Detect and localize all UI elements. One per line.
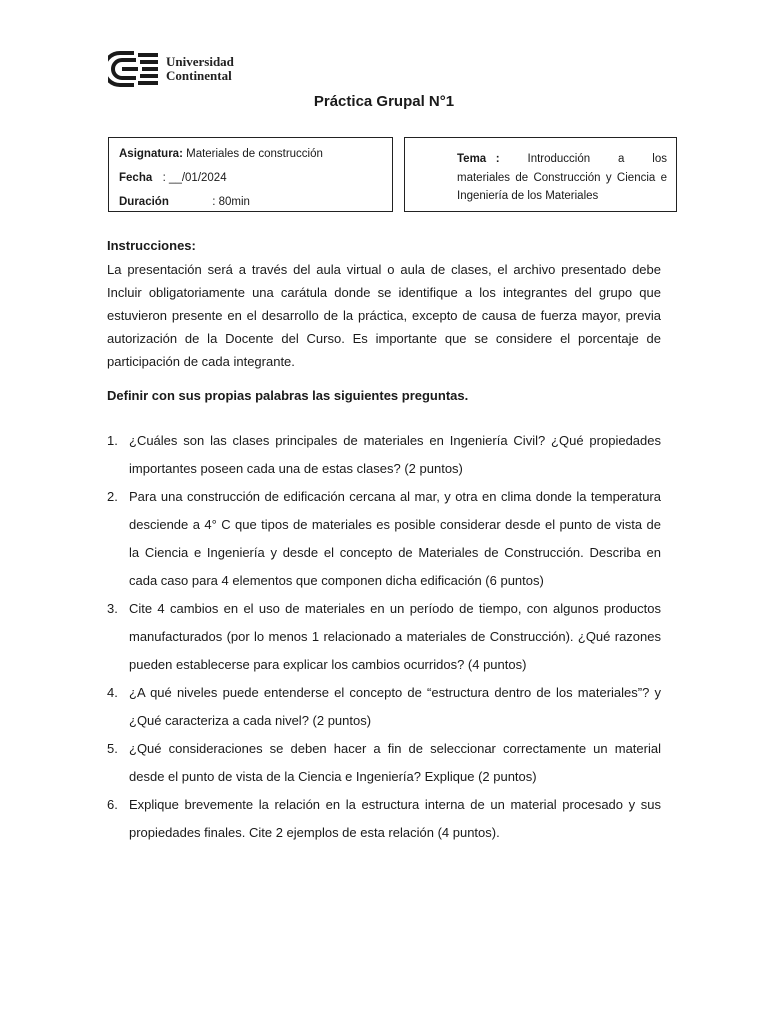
page-title: Práctica Grupal N°1 bbox=[313, 93, 455, 110]
university-logo bbox=[108, 50, 234, 88]
duracion-value: : 80min bbox=[212, 196, 250, 208]
question-item bbox=[107, 679, 661, 735]
question-item bbox=[107, 595, 661, 679]
asignatura-row bbox=[119, 146, 382, 170]
fecha-label: Fecha bbox=[119, 172, 153, 184]
continental-logo-icon bbox=[108, 50, 160, 88]
instructions-heading: Instrucciones: bbox=[107, 238, 196, 253]
question-item bbox=[107, 735, 661, 791]
question-text: Explique brevemente la relación en la estructura interna de un material procesado y sus propiedades finales. Cite 2 ejemplos de esta relación (4 puntos). bbox=[129, 797, 661, 840]
asignatura-label: Asignatura: bbox=[119, 148, 183, 160]
topic-word-1: Introducción bbox=[527, 153, 591, 165]
topic-first-line bbox=[457, 150, 667, 169]
question-text: ¿A qué niveles puede entenderse el concepto de “estructura dentro de los materiales”? y ¿Qué caracteriza a cada nivel? (2 puntos) bbox=[129, 685, 661, 728]
question-number: 4. bbox=[107, 685, 118, 700]
topic-word-2: a bbox=[618, 153, 625, 165]
course-info-box bbox=[108, 137, 393, 212]
duracion-row bbox=[119, 194, 382, 218]
logo-line-1: Universidad bbox=[166, 54, 234, 69]
question-number: 5. bbox=[107, 741, 118, 756]
duracion-label: Duración bbox=[119, 196, 169, 208]
questions-list bbox=[107, 427, 661, 847]
question-item bbox=[107, 791, 661, 847]
fecha-row bbox=[119, 170, 382, 194]
question-number: 1. bbox=[107, 433, 118, 448]
question-text: ¿Qué consideraciones se deben hacer a fin de seleccionar correctamente un material desde el punto de vista de la Ciencia e Ingeniería? Explique (2 puntos) bbox=[129, 741, 661, 784]
fecha-value: : __/01/2024 bbox=[162, 172, 227, 184]
question-text: Para una construcción de edificación cercana al mar, y otra en clima donde la temperatura desciende a 4° C que tipos de materiales es posible considerar desde el punto de vista de la Ciencia e Ingeniería y desde el concepto de Materiales de Construcción. Describa en cada caso para 4 elementos que componen dicha edificación (6 puntos) bbox=[129, 489, 661, 588]
questions-heading: Definir con sus propias palabras las siguientes preguntas. bbox=[107, 388, 469, 403]
instructions-text: La presentación será a través del aula virtual o aula de clases, el archivo presentado debe Incluir obligatoriamente una carátula donde se identifique a los integrantes del grupo que estuvieron presente en el desarrollo de la práctica, excepto de causa de fuerza mayor, previa autorización de la Docente del Curso. Es importante que se considere el porcentaje de participación de cada integrante. bbox=[107, 262, 661, 369]
question-item bbox=[107, 427, 661, 483]
topic-colon: : bbox=[495, 153, 500, 165]
question-number: 3. bbox=[107, 601, 118, 616]
topic-rest: materiales de Construcción y Ciencia e Ingeniería de los Materiales bbox=[457, 171, 667, 202]
topic-word-3: los bbox=[652, 153, 667, 165]
question-number: 2. bbox=[107, 489, 118, 504]
logo-text bbox=[166, 55, 234, 83]
topic-box bbox=[404, 137, 677, 212]
asignatura-value: Materiales de construcción bbox=[186, 148, 323, 160]
question-item bbox=[107, 483, 661, 595]
question-text: Cite 4 cambios en el uso de materiales en un período de tiempo, con algunos productos manufacturados (por lo menos 1 relacionado a materiales de Construcción). ¿Qué razones pueden establecerse para explicar los cambios ocurridos? (4 puntos) bbox=[129, 601, 661, 672]
logo-line-2: Continental bbox=[166, 68, 232, 83]
question-number: 6. bbox=[107, 797, 118, 812]
question-text: ¿Cuáles son las clases principales de materiales en Ingeniería Civil? ¿Qué propiedades importantes poseen cada una de estas clases? (2 puntos) bbox=[129, 433, 661, 476]
topic-label: Tema bbox=[457, 153, 487, 165]
